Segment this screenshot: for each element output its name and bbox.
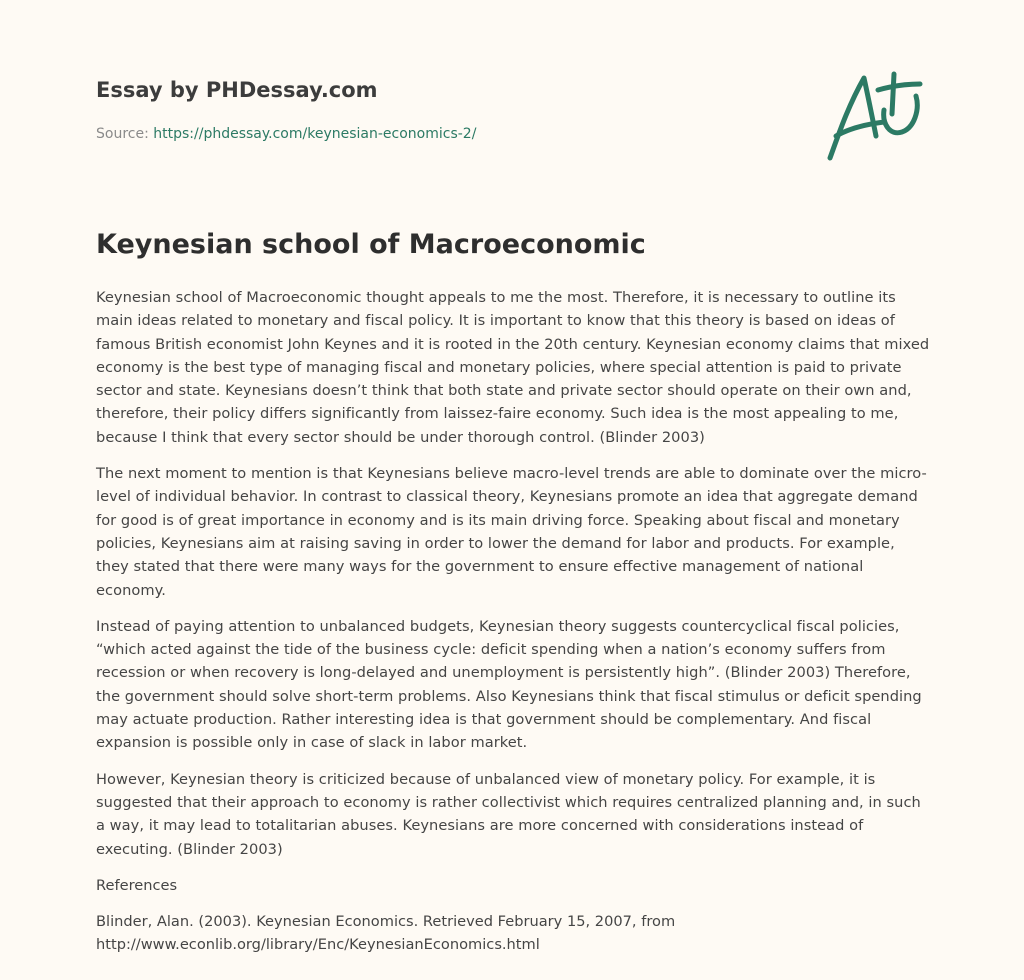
article-title: Keynesian school of Macroeconomic	[96, 229, 646, 260]
paragraph-3: Instead of paying attention to unbalanced budgets, Keynesian theory suggests countercyclical fiscal policies, “which acted against the tide of the business cycle: deficit spending when a nation’s economy suffers from recession or when recovery is long-delayed and unemployment is persistently high”. (Blinder 2003) Therefore, the government should solve short-term problems. Also Keynesians think that fiscal stimulus or deficit spending may actuate production. Rather interesting idea is that government should be complementary. And fiscal expansion is possible only in case of slack in labor market.	[96, 617, 922, 752]
references-heading: References	[96, 876, 178, 894]
source-label: Source:	[96, 126, 149, 142]
reference-line-1: Blinder, Alan. (2003). Keynesian Economics. Retrieved February 15, 2007, from	[96, 913, 676, 931]
paragraph-2: The next moment to mention is that Keynesians believe macro-level trends are able to dominate over the micro-level of individual behavior. In contrast to classical theory, Keynesians promote an idea that aggregate demand for good is of great importance in economy and is its main driving force. Speaking about fiscal and monetary policies, Keynesians aim at raising saving in order to lower the demand for labor and products. For example, they stated that there were many ways for the government to ensure effective management of national economy.	[96, 465, 927, 599]
site-title: Essay by PHDessay.com	[96, 78, 378, 102]
a-plus-logo-graphic	[820, 66, 930, 166]
a-plus-logo-icon	[820, 66, 930, 166]
source-line	[96, 124, 696, 144]
header	[96, 76, 696, 144]
paragraph-1: Keynesian school of Macroeconomic thought appeals to me the most. Therefore, it is necessary to outline its main ideas related to monetary and fiscal policy. It is important to know that this theory is based on ideas of famous British economist John Keynes and it is rooted in the 20th century. Keynesian economy claims that mixed economy is the best type of managing fiscal and monetary policies, where special attention is paid to private sector and state. Keynesians doesn’t think that both state and private sector should operate on their own and, therefore, their policy differs significantly from laissez-faire economy. Such idea is the most appealing to me, because I think that every sector should be under thorough control. (Blinder 2003)	[96, 289, 930, 446]
source-link[interactable]: https://phdessay.com/keynesian-economics-2/	[153, 126, 477, 142]
paragraph-4: However, Keynesian theory is criticized because of unbalanced view of monetary policy. For example, it is suggested that their approach to economy is rather collectivist which requires centralized planning and, in such a way, it may lead to totalitarian abuses. Keynesians are more concerned with considerations instead of executing. (Blinder 2003)	[96, 770, 921, 858]
article	[96, 226, 931, 957]
reference-line-2: http://www.econlib.org/library/Enc/KeynesianEconomics.html	[96, 936, 540, 954]
